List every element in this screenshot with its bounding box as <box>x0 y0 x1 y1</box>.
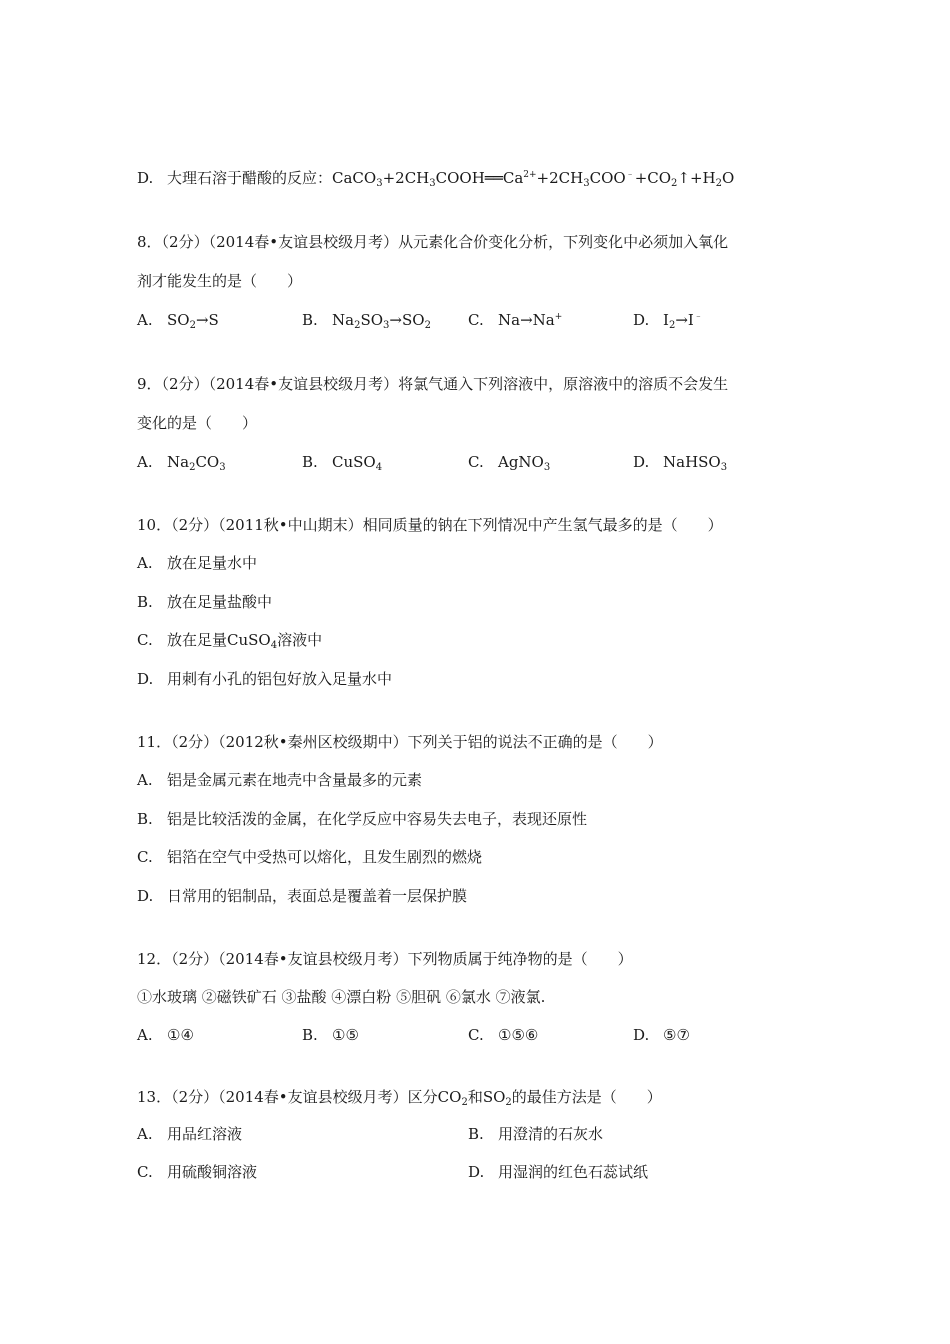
q11-stem: 11．（2分）（2012秋•秦州区校级期中）下列关于铝的说法不正确的是（ ） <box>137 733 663 751</box>
q8-option-c[interactable]: C. Na→Na+ <box>468 311 563 329</box>
q10-stem: 10．（2分）（2011秋•中山期末）相同质量的钠在下列情况中产生氢气最多的是（ ） <box>137 516 723 534</box>
q11-option-b[interactable]: B. 铝是比较活泼的金属，在化学反应中容易失去电子，表现还原性 <box>137 810 588 828</box>
q12-stem-line1: 12．（2分）（2014春•友谊县校级月考）下列物质属于纯净物的是（ ） <box>137 950 633 968</box>
q12-option-d[interactable]: D. ⑤⑦ <box>633 1026 690 1044</box>
q11-option-c[interactable]: C. 铝箔在空气中受热可以熔化，且发生剧烈的燃烧 <box>137 848 483 866</box>
q12-stem-line2: ①水玻璃 ②磁铁矿石 ③盐酸 ④漂白粉 ⑤胆矾 ⑥氯水 ⑦液氯. <box>137 988 546 1006</box>
q10-option-d[interactable]: D. 用刺有小孔的铝包好放入足量水中 <box>137 670 393 688</box>
q13-option-c[interactable]: C. 用硫酸铜溶液 <box>137 1163 258 1181</box>
q9-option-b[interactable]: B. CuSO$_4$ <box>302 453 383 473</box>
q10-option-b[interactable]: B. 放在足量盐酸中 <box>137 593 273 611</box>
q8-stem-line1: 8．（2分）（2014春•友谊县校级月考）从元素化合价变化分析，下列变化中必须加入氧化 <box>137 233 729 251</box>
q8-option-b[interactable]: B. $Na_2SO_3\to SO_2$ <box>302 311 431 331</box>
q13-option-d[interactable]: D. 用湿润的红色石蕊试纸 <box>468 1163 649 1181</box>
q12-option-b[interactable]: B. ①⑤ <box>302 1026 359 1044</box>
q8-option-d[interactable]: D. $I_2\to I^﹣$ <box>633 311 703 331</box>
q13-option-b[interactable]: B. 用澄清的石灰水 <box>468 1125 604 1143</box>
q10-option-c[interactable]: C. 放在足量CuSO$_4$溶液中 <box>137 631 323 651</box>
q9-option-a[interactable]: A. $Na_2CO_3$ <box>137 453 226 473</box>
q9-option-d[interactable]: D. NaHSO$_3$ <box>633 453 728 473</box>
q11-option-a[interactable]: A. 铝是金属元素在地壳中含量最多的元素 <box>137 771 423 789</box>
q12-option-c[interactable]: C. ①⑤⑥ <box>468 1026 539 1044</box>
q9-option-c[interactable]: C. AgNO$_3$ <box>468 453 551 473</box>
q12-option-a[interactable]: A. ①④ <box>137 1026 194 1044</box>
q13-option-a[interactable]: A. 用品红溶液 <box>137 1125 243 1143</box>
q13-stem: 13．（2分）（2014春•友谊县校级月考）区分$CO_2$和$SO_2$的最佳方法是（ ） <box>137 1088 662 1108</box>
q8-stem-line2: 剂才能发生的是（ ） <box>137 272 303 290</box>
q10-option-a[interactable]: A. 放在足量水中 <box>137 554 258 572</box>
q7-option-d: D. 大理石溶于醋酸的反应：$CaCO_3+2CH_3COOH══Ca^{2+}+2CH_3COO^﹣+CO_2↑+H_2O$ <box>137 169 735 189</box>
q9-stem-line1: 9．（2分）（2014春•友谊县校级月考）将氯气通入下列溶液中，原溶液中的溶质不会发生 <box>137 375 729 393</box>
q8-option-a[interactable]: A. $SO_2\to S$ <box>137 311 219 331</box>
q11-option-d[interactable]: D. 日常用的铝制品，表面总是覆盖着一层保护膜 <box>137 887 468 905</box>
q9-stem-line2: 变化的是（ ） <box>137 414 258 432</box>
